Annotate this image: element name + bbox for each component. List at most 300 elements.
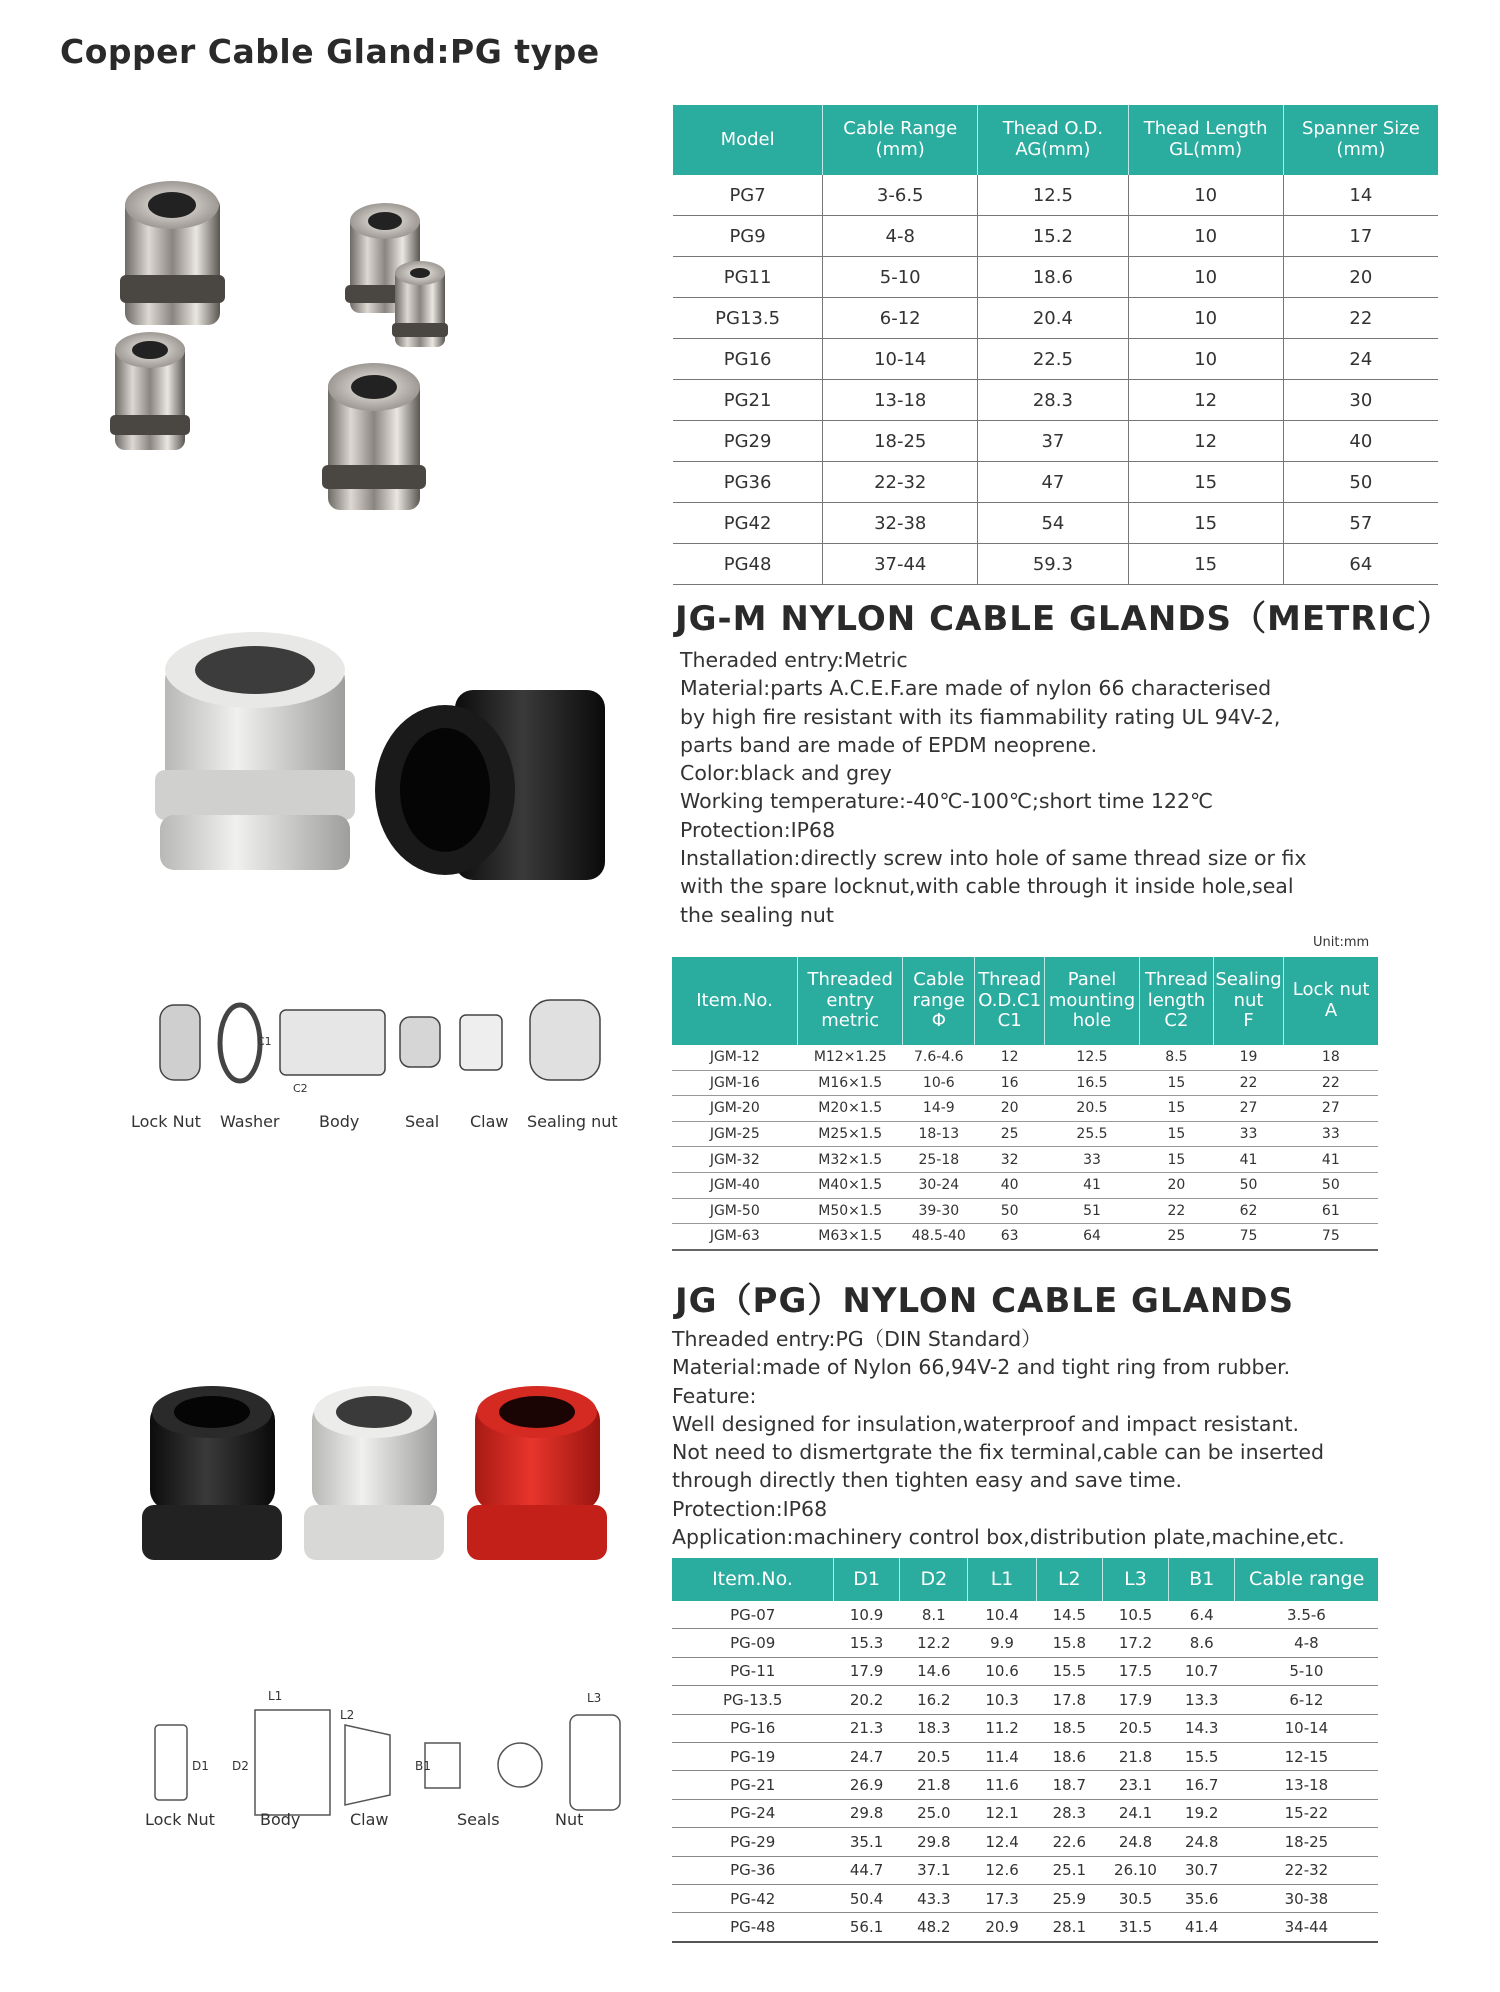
description-line: Application:machinery control box,distribution plate,machine,etc. (672, 1525, 1345, 1550)
metric-table-header (672, 957, 1378, 1045)
pg-gland-table (672, 1558, 1378, 1943)
table-cell: 21.8 (900, 1771, 968, 1799)
table-row (673, 503, 1438, 544)
table-cell: 3.5-6 (1235, 1601, 1378, 1629)
table-cell: M50×1.5 (798, 1198, 903, 1224)
table-row (672, 1884, 1378, 1912)
table-cell: 25-18 (903, 1147, 975, 1173)
table-cell: 20 (975, 1096, 1045, 1122)
table-row (672, 1799, 1378, 1827)
table-row (673, 216, 1438, 257)
red-pg-gland (467, 1386, 607, 1560)
header-text: D1 (853, 1567, 880, 1590)
header-text: C1 (997, 1010, 1022, 1032)
table-cell: 15-22 (1235, 1799, 1378, 1827)
table-cell: 37.1 (900, 1856, 968, 1884)
table-cell: M32×1.5 (798, 1147, 903, 1173)
table-cell: 10-6 (903, 1070, 975, 1096)
table-row (672, 1172, 1378, 1198)
header-text: Cable Range (843, 118, 958, 140)
nylon-metric-glands-photo (155, 630, 610, 890)
table-cell: PG-42 (672, 1884, 833, 1912)
b1-dim: B1 (415, 1759, 431, 1773)
table-cell: 15 (1128, 544, 1283, 585)
table-cell: 18-13 (903, 1121, 975, 1147)
table-cell: 33 (1045, 1147, 1140, 1173)
l2-dim: L2 (340, 1708, 355, 1722)
header-text: F (1243, 1010, 1254, 1032)
table-cell: PG-21 (672, 1771, 833, 1799)
column-header (975, 957, 1045, 1045)
table-cell: 50 (1284, 1172, 1378, 1198)
table-cell: 22 (1283, 298, 1438, 339)
table-cell: 15 (1139, 1147, 1213, 1173)
table-cell: PG16 (673, 339, 823, 380)
table-cell: 61 (1284, 1198, 1378, 1224)
l1-dim: L1 (268, 1689, 283, 1703)
table-row (672, 1714, 1378, 1742)
table-cell: 30 (1283, 380, 1438, 421)
column-header (968, 1558, 1036, 1601)
table-cell: 10.7 (1169, 1657, 1235, 1685)
header-text: Item.No. (696, 989, 773, 1011)
body-part (280, 1010, 385, 1075)
table-cell: 22-32 (1235, 1856, 1378, 1884)
table-row (672, 1601, 1378, 1629)
header-text: range (912, 989, 965, 1011)
description-line: Well designed for insulation,waterproof and impact resistant. (672, 1411, 1300, 1436)
description-line: through directly then tighten easy and save time. (672, 1468, 1182, 1493)
header-text: C2 (1164, 1010, 1189, 1032)
table-cell: 24 (1283, 339, 1438, 380)
header-text: Threaded (807, 968, 893, 990)
header-text: Thread (978, 968, 1042, 990)
table-cell: 12 (1128, 421, 1283, 462)
part-label: Lock Nut (131, 1112, 201, 1131)
table-cell: 47 (978, 462, 1128, 503)
table-row (672, 1771, 1378, 1799)
copper-gland-small (392, 261, 448, 347)
metric-exploded-diagram (145, 995, 625, 1095)
header-text: Item.No. (712, 1567, 793, 1590)
copper-gland-left (110, 332, 190, 450)
unit-label: Unit:mm (1313, 935, 1370, 950)
header-text: L1 (990, 1567, 1014, 1590)
table-cell: 57 (1283, 503, 1438, 544)
table-cell: PG-09 (672, 1629, 833, 1657)
table-cell: 10.3 (968, 1686, 1036, 1714)
part-label: Nut (555, 1810, 584, 1829)
header-text: GL(mm) (1169, 139, 1243, 160)
table-cell: 30-38 (1235, 1884, 1378, 1912)
table-row (673, 421, 1438, 462)
part-label: Seal (405, 1112, 440, 1131)
part-label: Body (260, 1810, 301, 1829)
description-line: with the spare locknut,with cable through it inside hole,seal (680, 874, 1294, 899)
table-cell: 15.2 (978, 216, 1128, 257)
table-cell: 21.3 (833, 1714, 899, 1742)
table-cell: PG13.5 (673, 298, 823, 339)
column-header (1036, 1558, 1102, 1601)
table-cell: 4-8 (823, 216, 978, 257)
table-cell: 10.5 (1102, 1601, 1168, 1629)
table-cell: JGM-25 (672, 1121, 798, 1147)
table-cell: 22 (1213, 1070, 1283, 1096)
table-cell: 12.5 (1045, 1045, 1140, 1070)
pg-table-header (672, 1558, 1378, 1601)
table-cell: 51 (1045, 1198, 1140, 1224)
header-text: Model (720, 128, 775, 150)
header-text: Spanner Size (1301, 118, 1420, 140)
table-cell: 50.4 (833, 1884, 899, 1912)
table-cell: 15 (1139, 1121, 1213, 1147)
table-cell: 16.5 (1045, 1070, 1140, 1096)
column-header (798, 957, 903, 1045)
table-cell: 50 (1283, 462, 1438, 503)
table-cell: 8.5 (1139, 1045, 1213, 1070)
header-text: Thead Length (1143, 118, 1268, 140)
table-cell: M16×1.5 (798, 1070, 903, 1096)
table-row (672, 1198, 1378, 1224)
table-cell: 21.8 (1102, 1742, 1168, 1770)
claw-part (460, 1015, 502, 1070)
copper-glands-photo (110, 175, 450, 535)
table-cell: 17 (1283, 216, 1438, 257)
table-cell: 20.5 (1045, 1096, 1140, 1122)
table-cell: PG-11 (672, 1657, 833, 1685)
table-cell: 63 (975, 1224, 1045, 1250)
table-cell: 12 (1128, 380, 1283, 421)
table-cell: 15.5 (1169, 1742, 1235, 1770)
table-cell: 35.1 (833, 1828, 899, 1856)
table-cell: 32 (975, 1147, 1045, 1173)
table-cell: 10-14 (823, 339, 978, 380)
table-cell: 11.2 (968, 1714, 1036, 1742)
table-cell: 6.4 (1169, 1601, 1235, 1629)
table-cell: 19 (1213, 1045, 1283, 1070)
table-cell: 10-14 (1235, 1714, 1378, 1742)
column-header (833, 1558, 899, 1601)
column-header (672, 957, 798, 1045)
table-cell: 28.1 (1036, 1913, 1102, 1942)
table-cell: 22 (1139, 1198, 1213, 1224)
table-cell: 44.7 (833, 1856, 899, 1884)
table-cell: PG-07 (672, 1601, 833, 1629)
table-cell: 10 (1128, 298, 1283, 339)
table-cell: PG7 (673, 175, 823, 216)
table-cell: PG-16 (672, 1714, 833, 1742)
description-line: Installation:directly screw into hole of same thread size or fix (680, 846, 1307, 871)
table-cell: 15.8 (1036, 1629, 1102, 1657)
table-cell: 19.2 (1169, 1799, 1235, 1827)
column-header (1235, 1558, 1378, 1601)
table-cell: 8.1 (900, 1601, 968, 1629)
table-cell: 64 (1045, 1224, 1140, 1250)
table-cell: 15 (1128, 462, 1283, 503)
description-line: Material:parts A.C.E.F.are made of nylon 66 characterised (680, 676, 1272, 701)
table-cell: 12-15 (1235, 1742, 1378, 1770)
header-text: (mm) (1336, 139, 1386, 160)
table-cell: PG48 (673, 544, 823, 585)
copper-table-header (673, 105, 1438, 175)
column-header (1102, 1558, 1168, 1601)
table-cell: 18.5 (1036, 1714, 1102, 1742)
table-cell: 12.6 (968, 1856, 1036, 1884)
header-text: A (1324, 1000, 1338, 1021)
table-cell: 13-18 (823, 380, 978, 421)
table-row (673, 175, 1438, 216)
table-cell: 30-24 (903, 1172, 975, 1198)
part-label: Seals (457, 1810, 500, 1829)
table-cell: 8.6 (1169, 1629, 1235, 1657)
washer-part (220, 1005, 260, 1081)
table-row (672, 1742, 1378, 1770)
table-cell: 4-8 (1235, 1629, 1378, 1657)
table-cell: 14.5 (1036, 1601, 1102, 1629)
description-line: parts band are made of EPDM neoprene. (680, 732, 1098, 757)
pg-description (672, 1325, 1345, 1551)
lock-nut-part (160, 1005, 200, 1080)
part-label: Washer (220, 1112, 280, 1131)
table-cell: PG11 (673, 257, 823, 298)
table-row (673, 298, 1438, 339)
table-cell: 29.8 (900, 1828, 968, 1856)
table-cell: 30.5 (1102, 1884, 1168, 1912)
table-cell: 41 (1045, 1172, 1140, 1198)
table-cell: 5-10 (1235, 1657, 1378, 1685)
table-cell: 17.9 (833, 1657, 899, 1685)
table-cell: 35.6 (1169, 1884, 1235, 1912)
table-cell: 75 (1284, 1224, 1378, 1250)
table-cell: 56.1 (833, 1913, 899, 1942)
metric-gland-table (672, 957, 1378, 1251)
header-text: Thread (1144, 968, 1208, 990)
pg-lock-nut-part (155, 1725, 187, 1800)
table-cell: 43.3 (900, 1884, 968, 1912)
table-cell: 39-30 (903, 1198, 975, 1224)
header-text: B1 (1189, 1567, 1215, 1590)
table-cell: 22.6 (1036, 1828, 1102, 1856)
table-cell: 25.9 (1036, 1884, 1102, 1912)
l3-dim: L3 (587, 1691, 602, 1705)
table-cell: 17.8 (1036, 1686, 1102, 1714)
table-cell: 18.6 (978, 257, 1128, 298)
table-cell: 22 (1284, 1070, 1378, 1096)
header-text: nut (1233, 989, 1264, 1011)
pg-nut-part (570, 1715, 620, 1810)
copper-table-body (673, 175, 1438, 585)
table-cell: 17.2 (1102, 1629, 1168, 1657)
copper-gland-table (673, 105, 1438, 585)
table-cell: 26.10 (1102, 1856, 1168, 1884)
table-cell: 15 (1139, 1096, 1213, 1122)
table-cell: 18.3 (900, 1714, 968, 1742)
header-text: Panel (1067, 968, 1117, 990)
table-cell: 13.3 (1169, 1686, 1235, 1714)
table-cell: 24.8 (1169, 1828, 1235, 1856)
description-line: Material:made of Nylon 66,94V-2 and tight ring from rubber. (672, 1355, 1291, 1380)
table-cell: 24.1 (1102, 1799, 1168, 1827)
table-cell: 15 (1139, 1070, 1213, 1096)
pg-exploded-diagram (140, 1665, 640, 1825)
table-cell: 12.2 (900, 1629, 968, 1657)
metric-table-body (672, 1045, 1378, 1250)
table-cell: JGM-16 (672, 1070, 798, 1096)
table-row (672, 1147, 1378, 1173)
table-row (673, 257, 1438, 298)
table-row (672, 1856, 1378, 1884)
table-cell: PG-13.5 (672, 1686, 833, 1714)
table-cell: 20.9 (968, 1913, 1036, 1942)
table-cell: 18-25 (823, 421, 978, 462)
table-cell: JGM-32 (672, 1147, 798, 1173)
table-cell: JGM-12 (672, 1045, 798, 1070)
column-header (1283, 105, 1438, 175)
table-cell: 20.4 (978, 298, 1128, 339)
table-cell: 40 (1283, 421, 1438, 462)
header-text: L3 (1124, 1567, 1147, 1590)
pg-seal-ring-part (498, 1743, 542, 1787)
description-line: Color:black and grey (680, 761, 892, 786)
table-cell: PG-29 (672, 1828, 833, 1856)
table-cell: 20 (1139, 1172, 1213, 1198)
table-cell: 11.4 (968, 1742, 1036, 1770)
table-cell: 12.1 (968, 1799, 1036, 1827)
table-cell: 25 (975, 1121, 1045, 1147)
table-cell: 16.7 (1169, 1771, 1235, 1799)
header-text: AG(mm) (1015, 139, 1091, 160)
table-cell: 25.0 (900, 1799, 968, 1827)
table-cell: M40×1.5 (798, 1172, 903, 1198)
part-label: Claw (470, 1112, 509, 1131)
table-row (673, 462, 1438, 503)
table-cell: 18-25 (1235, 1828, 1378, 1856)
table-cell: 59.3 (978, 544, 1128, 585)
header-text: Cable range (1249, 1567, 1365, 1590)
column-header (1045, 957, 1140, 1045)
description-line: Feature: (672, 1383, 757, 1408)
seal-part (400, 1017, 440, 1067)
table-cell: 32-38 (823, 503, 978, 544)
column-header (900, 1558, 968, 1601)
table-row (672, 1913, 1378, 1942)
table-cell: 15.3 (833, 1629, 899, 1657)
table-cell: 14-9 (903, 1096, 975, 1122)
column-header (1284, 957, 1378, 1045)
copper-gland-center (322, 363, 426, 510)
table-cell: PG29 (673, 421, 823, 462)
table-cell: 28.3 (978, 380, 1128, 421)
table-cell: 41 (1213, 1147, 1283, 1173)
table-cell: 14 (1283, 175, 1438, 216)
table-cell: 6-12 (823, 298, 978, 339)
column-header (903, 957, 975, 1045)
pg-body-part (255, 1710, 330, 1815)
table-cell: 10 (1128, 257, 1283, 298)
d2-dim: D2 (232, 1759, 249, 1773)
c2-dim: C2 (293, 1082, 308, 1095)
table-cell: 25.5 (1045, 1121, 1140, 1147)
table-cell: 17.3 (968, 1884, 1036, 1912)
table-cell: 48.5-40 (903, 1224, 975, 1250)
table-cell: PG42 (673, 503, 823, 544)
table-cell: 7.6-4.6 (903, 1045, 975, 1070)
table-cell: 20.5 (1102, 1714, 1168, 1742)
table-row (672, 1045, 1378, 1070)
table-cell: PG-36 (672, 1856, 833, 1884)
table-cell: JGM-40 (672, 1172, 798, 1198)
table-cell: 17.9 (1102, 1686, 1168, 1714)
table-row (672, 1224, 1378, 1250)
table-cell: 11.6 (968, 1771, 1036, 1799)
table-cell: 3-6.5 (823, 175, 978, 216)
table-cell: 14.6 (900, 1657, 968, 1685)
table-cell: 16.2 (900, 1686, 968, 1714)
table-row (673, 339, 1438, 380)
table-cell: 12 (975, 1045, 1045, 1070)
table-cell: 16 (975, 1070, 1045, 1096)
table-row (672, 1657, 1378, 1685)
table-cell: 9.9 (968, 1629, 1036, 1657)
description-line: Working temperature:-40℃-100℃;short time 122℃ (680, 789, 1214, 814)
table-cell: 29.8 (833, 1799, 899, 1827)
table-cell: 6-12 (1235, 1686, 1378, 1714)
header-text: D2 (920, 1567, 948, 1590)
column-header (1169, 1558, 1235, 1601)
table-cell: 20.2 (833, 1686, 899, 1714)
c1-dim: C1 (257, 1035, 272, 1048)
header-text: (mm) (875, 139, 925, 160)
header-text: L2 (1057, 1567, 1081, 1590)
table-cell: 23.1 (1102, 1771, 1168, 1799)
table-cell: 30.7 (1169, 1856, 1235, 1884)
pg-section-title: JG（PG）NYLON CABLE GLANDS (675, 1281, 1295, 1321)
table-cell: 28.3 (1036, 1799, 1102, 1827)
table-cell: 62 (1213, 1198, 1283, 1224)
table-cell: PG-24 (672, 1799, 833, 1827)
table-cell: JGM-50 (672, 1198, 798, 1224)
table-cell: 17.5 (1102, 1657, 1168, 1685)
table-cell: 37 (978, 421, 1128, 462)
table-cell: 75 (1213, 1224, 1283, 1250)
table-cell: 13-18 (1235, 1771, 1378, 1799)
table-cell: M63×1.5 (798, 1224, 903, 1250)
table-row (673, 380, 1438, 421)
header-text: Thead O.D. (1002, 118, 1104, 140)
header-text: Cable (913, 968, 965, 990)
table-cell: JGM-63 (672, 1224, 798, 1250)
table-cell: 10.6 (968, 1657, 1036, 1685)
table-cell: PG21 (673, 380, 823, 421)
table-cell: 20.5 (900, 1742, 968, 1770)
pg-claw-part (345, 1725, 390, 1805)
table-cell: 27 (1284, 1096, 1378, 1122)
table-cell: JGM-20 (672, 1096, 798, 1122)
part-label: Lock Nut (145, 1810, 215, 1829)
table-cell: 24.7 (833, 1742, 899, 1770)
description-line: Protection:IP68 (672, 1496, 828, 1521)
metric-section-title: JG-M NYLON CABLE GLANDS（METRIC） (675, 599, 1453, 639)
table-cell: 10 (1128, 216, 1283, 257)
grey-nylon-gland (155, 632, 355, 870)
column-header (1128, 105, 1283, 175)
table-cell: 25 (1139, 1224, 1213, 1250)
pg-glands-photo (140, 1380, 620, 1580)
table-cell: 15.5 (1036, 1657, 1102, 1685)
table-cell: 24.8 (1102, 1828, 1168, 1856)
table-cell: PG-19 (672, 1742, 833, 1770)
table-cell: M12×1.25 (798, 1045, 903, 1070)
